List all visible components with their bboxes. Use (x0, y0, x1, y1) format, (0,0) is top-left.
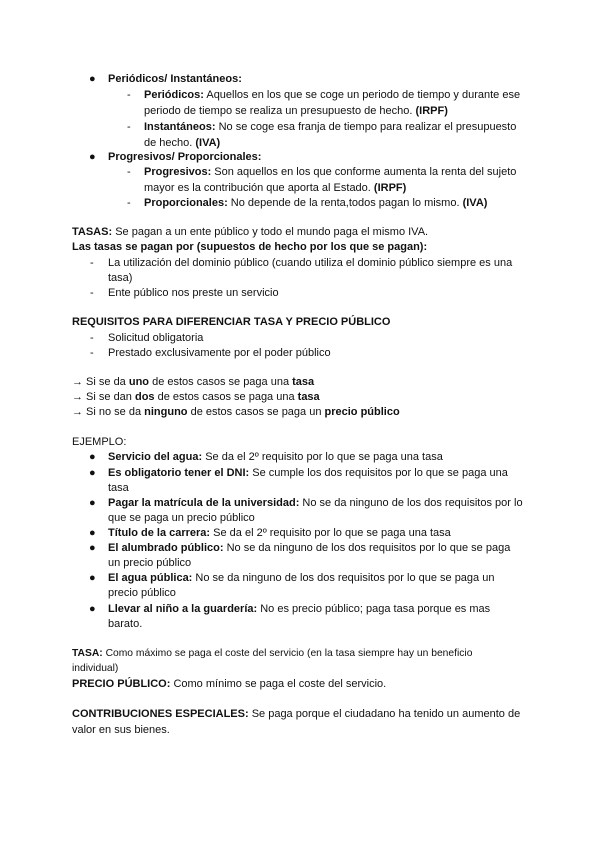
dash-icon: - (127, 121, 131, 133)
list-item-cont: de hecho. (IVA) (144, 137, 221, 149)
bullet-icon: ● (89, 527, 96, 539)
bullet-icon: ● (89, 497, 96, 509)
list-item-cont: tasa (108, 482, 129, 494)
dash-icon: - (127, 89, 131, 101)
list-item: Prestado exclusivamente por el poder público (108, 347, 331, 359)
list-item: Título de la carrera: Se da el 2º requisito por lo que se paga una tasa (108, 527, 451, 539)
list-item-cont: un precio público (108, 557, 192, 569)
list-item-cont: que se paga un precio público (108, 512, 255, 524)
list-item: El agua pública: No se da ninguno de los dos requisitos por lo que se paga un (108, 572, 495, 584)
tasas-paragraph: TASAS: Se pagan a un ente público y todo el mundo paga el mismo IVA. (72, 226, 429, 238)
bullet-icon: ● (89, 467, 96, 479)
dash-icon: - (127, 166, 131, 178)
bullet-icon: ● (89, 151, 96, 163)
list-item: Llevar al niño a la guardería: No es precio público; paga tasa porque es mas (108, 603, 491, 615)
list-item: Progresivos: Son aquellos en los que conforme aumenta la renta del sujeto (144, 166, 517, 178)
list-item: Servicio del agua: Se da el 2º requisito por lo que se paga una tasa (108, 451, 443, 463)
arrow-line: → Si se dan dos de estos casos se paga una tasa (72, 391, 320, 403)
tasa-definition-cont: individual) (72, 663, 119, 674)
list-item-cont: periodo de tiempo se realiza un presupuesto de hecho. (IRPF) (144, 105, 448, 117)
ejemplo-heading: EJEMPLO: (72, 436, 127, 448)
list-item: Periódicos: Aquellos en los que se coge un periodo de tiempo y durante ese (144, 89, 521, 101)
arrow-line: → Si se da uno de estos casos se paga una tasa (72, 376, 315, 388)
bullet-icon: ● (89, 542, 96, 554)
tasas-heading: Las tasas se pagan por (supuestos de hecho por los que se pagan): (72, 241, 428, 253)
dash-icon: - (90, 332, 94, 344)
list-item: Ente público nos preste un servicio (108, 287, 279, 299)
list-item-cont: tasa) (108, 272, 133, 284)
bullet-icon: ● (89, 451, 96, 463)
list-item: Solicitud obligatoria (108, 332, 204, 344)
bullet-icon: ● (89, 572, 96, 584)
list-item-cont: mayor es la contribución que aporta al Estado. (IRPF) (144, 182, 407, 194)
list-item: Proporcionales: No depende de la renta,todos pagan lo mismo. (IVA) (144, 197, 488, 209)
dash-icon: - (90, 287, 94, 299)
list-item: Instantáneos: No se coge esa franja de tiempo para realizar el presupuesto (144, 121, 517, 133)
contribuciones-definition-cont: valor en sus bienes. (72, 724, 170, 736)
tasa-definition: TASA: Como máximo se paga el coste del servicio (en la tasa siempre hay un beneficio (72, 648, 473, 659)
dash-icon: - (127, 197, 131, 209)
list-item-cont: precio público (108, 587, 176, 599)
arrow-line: → Si no se da ninguno de estos casos se paga un precio público (72, 406, 400, 418)
list-item: Progresivos/ Proporcionales: (108, 151, 262, 163)
contribuciones-definition: CONTRIBUCIONES ESPECIALES: Se paga porque el ciudadano ha tenido un aumento de (72, 708, 521, 720)
requisitos-heading: REQUISITOS PARA DIFERENCIAR TASA Y PRECIO PÚBLICO (72, 316, 391, 328)
list-item: Pagar la matrícula de la universidad: No se da ninguno de los dos requisitos por lo (108, 497, 523, 509)
list-item: La utilización del dominio público (cuando utiliza el dominio público siempre es una (108, 257, 513, 269)
list-item: Periódicos/ Instantáneos: (108, 73, 242, 85)
dash-icon: - (90, 347, 94, 359)
list-item-cont: barato. (108, 618, 143, 630)
list-item: El alumbrado público: No se da ninguno de los dos requisitos por lo que se paga (108, 542, 511, 554)
bullet-icon: ● (89, 603, 96, 615)
precio-publico-definition: PRECIO PÚBLICO: Como mínimo se paga el coste del servicio. (72, 678, 387, 690)
dash-icon: - (90, 257, 94, 269)
list-item: Es obligatorio tener el DNI: Se cumple los dos requisitos por lo que se paga una (108, 467, 508, 479)
bullet-icon: ● (89, 73, 96, 85)
